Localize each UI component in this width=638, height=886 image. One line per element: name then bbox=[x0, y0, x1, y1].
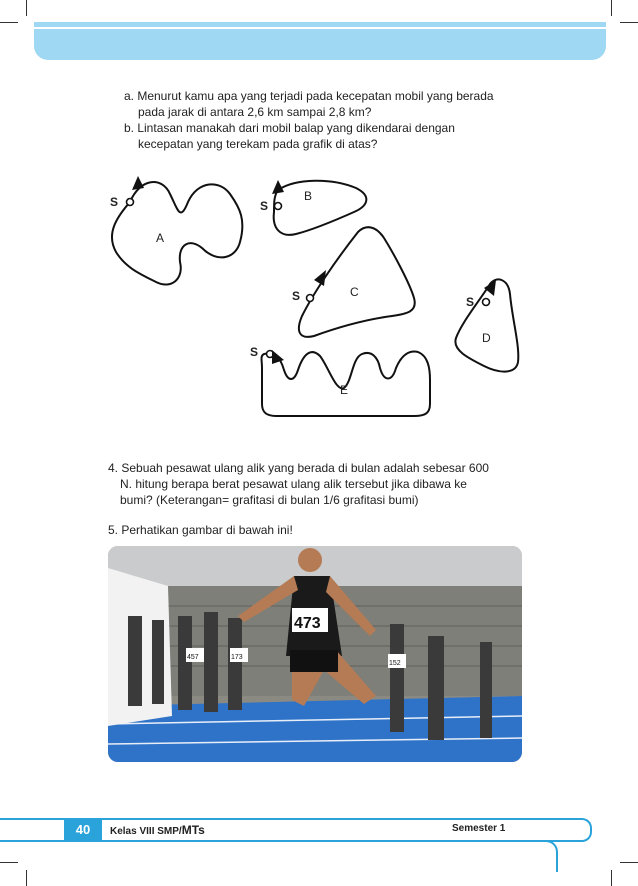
question-4-cont2: bumi? (Keterangan= grafitasi di bulan 1/6 grafitasi bumi) bbox=[120, 493, 419, 507]
start-label-b: S bbox=[260, 199, 269, 213]
crop-mark bbox=[620, 22, 638, 23]
footer-book-mts: MTs bbox=[181, 823, 205, 837]
long-jump-illustration bbox=[108, 546, 522, 762]
track-c bbox=[299, 227, 415, 337]
crop-mark bbox=[620, 862, 638, 863]
start-point-a bbox=[127, 199, 134, 206]
question-4: 4. Sebuah pesawat ulang alik yang berada di bulan adalah sebesar 600 bbox=[108, 461, 489, 475]
start-point-c bbox=[307, 295, 314, 302]
small-bib-2: 173 bbox=[231, 654, 243, 661]
question-5: 5. Perhatikan gambar di bawah ini! bbox=[108, 523, 293, 537]
crop-mark bbox=[26, 870, 27, 886]
question-4-cont: N. hitung berapa berat pesawat ulang alik tersebut jika dibawa ke bbox=[120, 477, 467, 491]
track-label-a: A bbox=[156, 231, 165, 245]
athlete-bib: 473 bbox=[294, 615, 321, 632]
crop-mark bbox=[0, 862, 18, 863]
footer-semester: Semester 1 bbox=[452, 823, 506, 834]
track-a bbox=[112, 182, 242, 285]
track-b bbox=[274, 181, 367, 235]
start-label-c: S bbox=[292, 289, 301, 303]
small-bib-3: 152 bbox=[389, 660, 401, 667]
race-tracks-figure bbox=[100, 168, 540, 423]
track-label-e: E bbox=[340, 383, 349, 397]
page-number: 40 bbox=[64, 820, 102, 840]
start-label-e: S bbox=[250, 345, 259, 359]
track-label-b: B bbox=[304, 189, 313, 203]
long-jump-photo bbox=[108, 546, 522, 762]
footer-curve bbox=[520, 840, 558, 872]
direction-arrow-d bbox=[484, 280, 496, 296]
crop-mark bbox=[26, 0, 27, 16]
footer-book-level: Kelas VIII SMP/ bbox=[110, 826, 182, 837]
question-b-cont: kecepatan yang terekam pada grafik di atas? bbox=[138, 137, 378, 151]
small-bib-1: 457 bbox=[187, 654, 199, 661]
start-label-a: S bbox=[110, 195, 119, 209]
footer-book bbox=[110, 823, 205, 837]
start-label-d: S bbox=[466, 295, 475, 309]
direction-arrow-a bbox=[132, 176, 144, 190]
question-b: b. Lintasan manakah dari mobil balap yang dikendarai dengan bbox=[124, 121, 455, 135]
question-a-cont: pada jarak di antara 2,6 km sampai 2,8 km? bbox=[138, 105, 372, 119]
direction-arrow-e bbox=[272, 350, 284, 364]
header-band-line bbox=[34, 27, 606, 29]
track-label-c: C bbox=[350, 285, 359, 299]
crop-mark bbox=[611, 870, 612, 886]
crop-mark bbox=[611, 0, 612, 16]
start-point-d bbox=[483, 299, 490, 306]
track-d bbox=[455, 279, 518, 371]
question-a: a. Menurut kamu apa yang terjadi pada kecepatan mobil yang berada bbox=[124, 89, 494, 103]
track-label-d: D bbox=[482, 331, 491, 345]
start-point-b bbox=[275, 203, 282, 210]
crop-mark bbox=[0, 22, 18, 23]
